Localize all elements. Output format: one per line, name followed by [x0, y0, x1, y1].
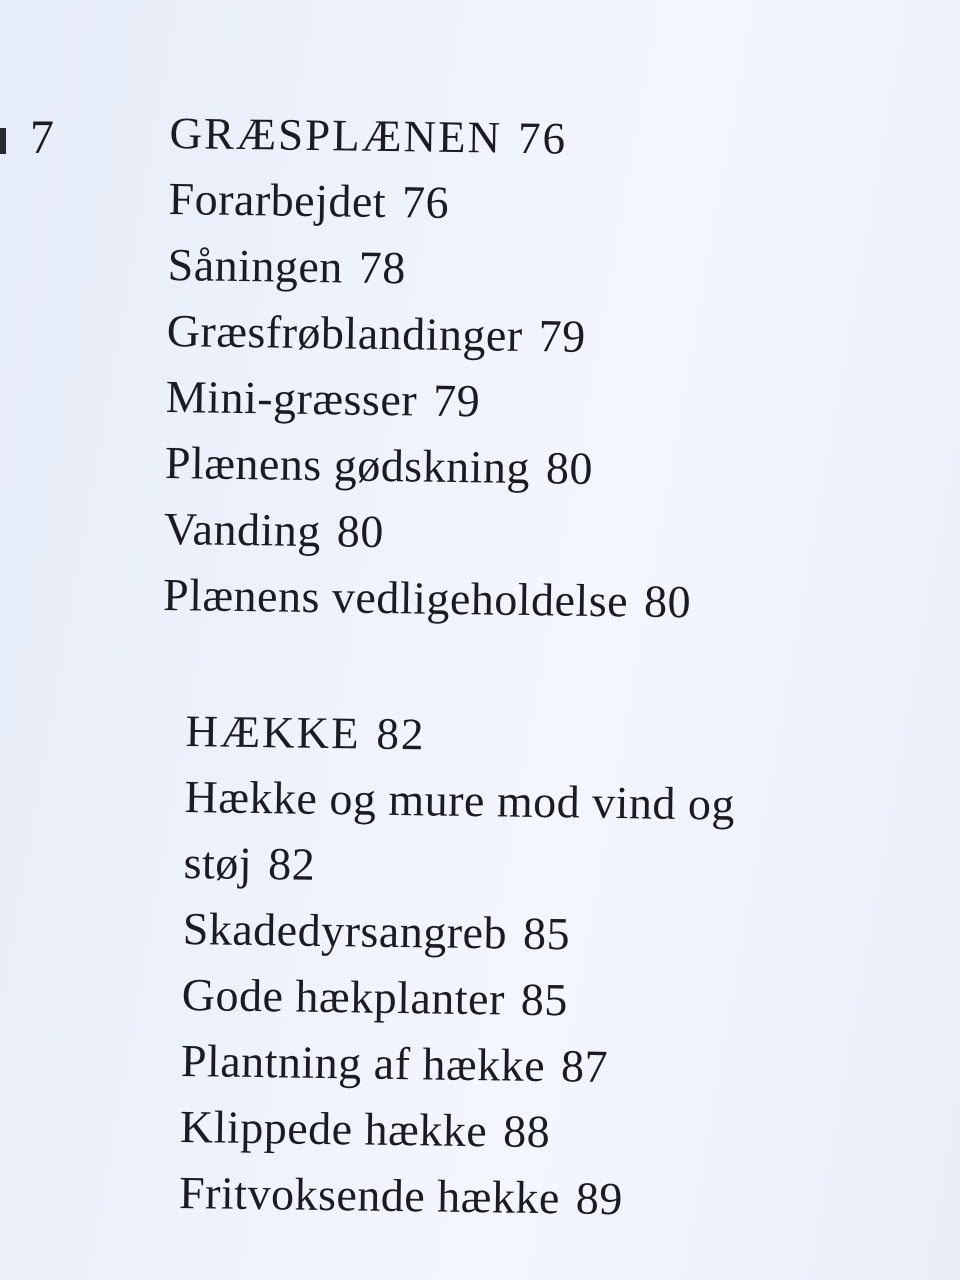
toc-entry-page: 82 — [267, 838, 316, 890]
toc-entry — [164, 430, 693, 503]
toc-entry-page: 85 — [520, 973, 569, 1026]
toc-entry-page: 85 — [522, 907, 571, 960]
toc-entry-title: Gode hækplanter — [181, 968, 506, 1025]
chapter-number: 7 — [30, 111, 54, 164]
toc-entry — [181, 962, 732, 1036]
toc-entry-page: 88 — [502, 1105, 551, 1158]
toc-entry-title: Plantning af hække — [180, 1034, 546, 1092]
toc-entry — [184, 764, 735, 838]
toc-entry-title: Hække og mure mod vind og — [184, 770, 736, 830]
toc-entry-page: 79 — [538, 310, 587, 362]
toc-entry — [168, 166, 697, 239]
toc-section-graesplaenen — [163, 100, 698, 635]
toc-entry-title: Såningen — [167, 238, 344, 293]
toc-entry-page: 89 — [575, 1172, 624, 1225]
toc-entry-title: Forarbejdet — [168, 172, 387, 228]
toc-entry — [166, 298, 695, 371]
toc-entry — [167, 232, 696, 305]
toc-entry-page: 76 — [401, 176, 450, 228]
toc-entry-page: 80 — [545, 442, 594, 494]
toc-entry — [180, 1094, 731, 1168]
toc-entry-title: Plænens vedligeholdelse — [162, 568, 629, 627]
section-heading — [169, 100, 698, 173]
toc-entry-page: 80 — [643, 575, 692, 628]
toc-entry-title: Mini-græsser — [165, 370, 418, 426]
toc-entry — [163, 562, 692, 635]
left-edge-mark — [0, 128, 6, 154]
toc-entry-title: Fritvoksende hække — [178, 1166, 561, 1224]
toc-entry — [180, 1028, 731, 1102]
toc-entry — [182, 896, 733, 970]
toc-entry-title: støj — [183, 836, 253, 889]
toc-entry — [183, 830, 734, 904]
toc-entry-title: Skadedyrsangreb — [182, 902, 508, 959]
toc-entry-title: Plænens gødskning — [164, 436, 531, 494]
toc-entry-page: 80 — [336, 505, 385, 558]
section-heading-page: 82 — [376, 708, 426, 760]
section-heading — [185, 698, 736, 772]
toc-entry-title: Vanding — [163, 502, 322, 557]
section-heading-title: GRÆSPLÆNEN — [169, 107, 503, 163]
toc-entry-page: 79 — [432, 374, 481, 427]
toc-entry-title: Klippede hække — [179, 1100, 488, 1157]
toc-section-haekke — [179, 698, 737, 1234]
toc-entry — [164, 496, 693, 569]
toc-entry-page: 78 — [358, 241, 407, 294]
toc-entry — [165, 364, 694, 437]
toc-entry — [179, 1160, 730, 1234]
section-heading-page: 76 — [517, 112, 568, 164]
toc-entry-title: Græsfrøblandinger — [166, 304, 524, 361]
toc-entry-page: 87 — [560, 1040, 609, 1092]
section-heading-title: HÆKKE — [185, 705, 361, 759]
